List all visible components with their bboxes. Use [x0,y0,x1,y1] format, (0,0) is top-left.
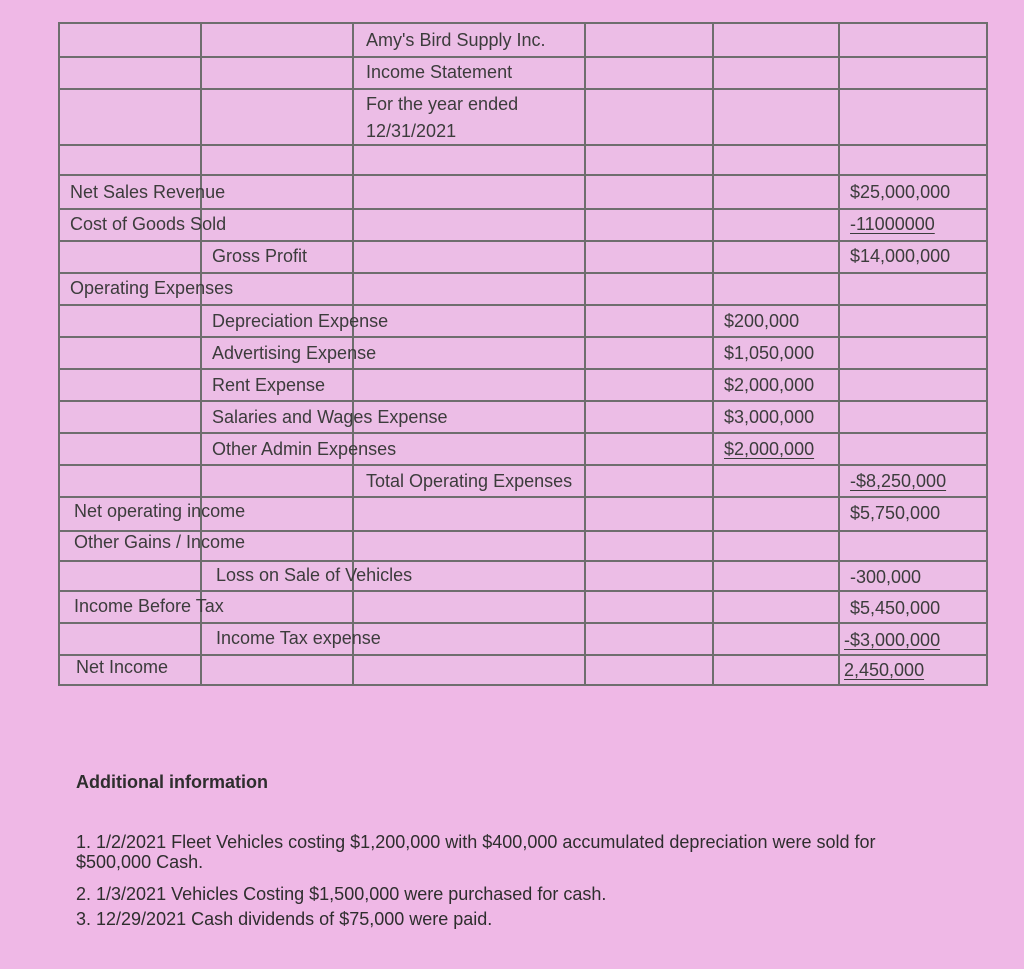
cogs-label: Cost of Goods Sold [70,214,227,234]
loss-vehicles-label: Loss on Sale of Vehicles [216,565,413,585]
other-admin-value: $2,000,000 [724,439,815,459]
grid-line [60,174,986,176]
grid-line [200,24,202,684]
depreciation-label: Depreciation Expense [212,311,389,331]
grid-line [60,560,986,562]
period-line-1: For the year ended [366,94,519,114]
rent-label: Rent Expense [212,375,326,395]
income-before-tax-value: $5,450,000 [850,598,941,618]
loss-vehicles-value: -300,000 [850,567,922,587]
net-operating-label: Net operating income [74,501,246,521]
gross-profit-label: Gross Profit [212,246,308,266]
additional-item-2: 2. 1/3/2021 Vehicles Costing $1,500,000 were purchased for cash. [76,884,607,904]
grid-line [60,272,986,274]
grid-line [60,336,986,338]
additional-item-3: 3. 12/29/2021 Cash dividends of $75,000 were paid. [76,909,493,929]
grid-line [584,24,586,684]
grid-line [60,208,986,210]
net-income-label: Net Income [76,657,169,677]
net-sales-value: $25,000,000 [850,182,951,202]
other-gains-label: Other Gains / Income [74,532,246,552]
income-tax-label: Income Tax expense [216,628,381,648]
operating-expenses-label: Operating Expenses [70,278,234,298]
period-line-2: 12/31/2021 [366,121,457,141]
grid-line [60,304,986,306]
net-sales-label: Net Sales Revenue [70,182,226,202]
additional-item-1-line-1: 1. 1/2/2021 Fleet Vehicles costing $1,200,000 with $400,000 accumulated depreciation were sold for [76,832,876,852]
salaries-value: $3,000,000 [724,407,815,427]
grid-line [60,432,986,434]
salaries-label: Salaries and Wages Expense [212,407,448,427]
grid-line [60,368,986,370]
grid-line [60,654,986,656]
grid-line [60,240,986,242]
additional-item-1-line-2: $500,000 Cash. [76,852,204,872]
income-tax-value: -$3,000,000 [844,630,941,650]
additional-info-title: Additional information [76,772,268,792]
grid-line [60,464,986,466]
advertising-label: Advertising Expense [212,343,377,363]
grid-line [60,144,986,146]
rent-value: $2,000,000 [724,375,815,395]
other-admin-label: Other Admin Expenses [212,439,397,459]
grid-line [60,590,986,592]
company-name: Amy's Bird Supply Inc. [366,30,546,50]
grid-line [60,496,986,498]
statement-title: Income Statement [366,62,513,82]
gross-profit-value: $14,000,000 [850,246,951,266]
grid-line [712,24,714,684]
net-operating-value: $5,750,000 [850,503,941,523]
total-opex-label: Total Operating Expenses [366,471,573,491]
grid-line [838,24,840,684]
advertising-value: $1,050,000 [724,343,815,363]
grid-line [60,88,986,90]
grid-line [60,400,986,402]
income-statement-table [58,22,988,686]
grid-line [60,622,986,624]
income-before-tax-label: Income Before Tax [74,596,224,616]
total-opex-value: -$8,250,000 [850,471,947,491]
net-income-value: 2,450,000 [844,660,925,680]
depreciation-value: $200,000 [724,311,800,331]
cogs-value: -11000000 [850,214,935,234]
grid-line [60,56,986,58]
